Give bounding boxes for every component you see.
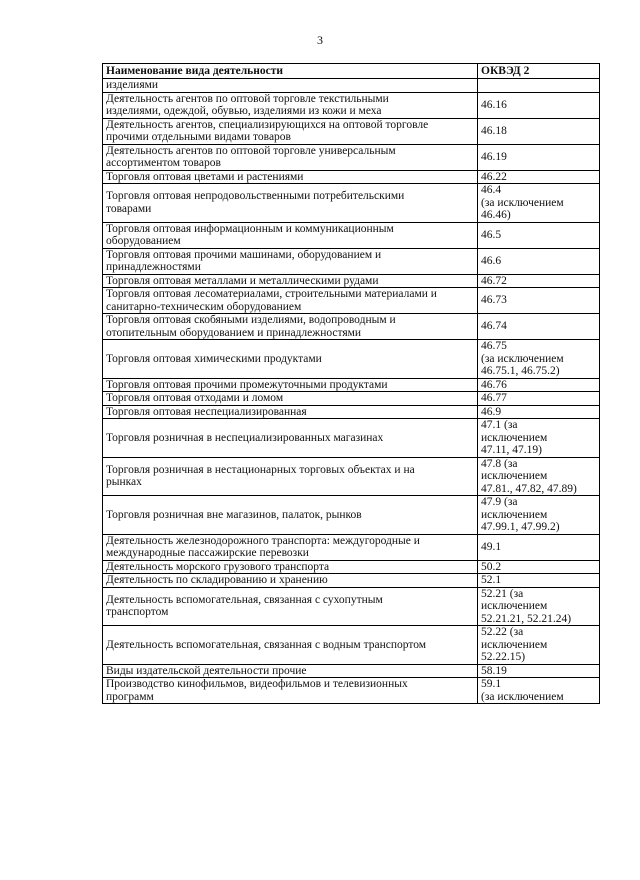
- table-row: [103, 79, 600, 93]
- okved-code-cell: [478, 457, 600, 496]
- activity-name-cell: [103, 222, 478, 248]
- activity-name: Деятельность вспомогательная, связанная с водным транспортом: [106, 638, 427, 651]
- okved-code-cell: [478, 314, 600, 340]
- table-body: [103, 79, 600, 704]
- table-row: [103, 92, 600, 118]
- okved-code: 46.5: [481, 228, 502, 241]
- activity-name-cell: [103, 678, 478, 704]
- table-row: [103, 534, 600, 560]
- activity-name-cell: [103, 170, 478, 184]
- table-row: [103, 222, 600, 248]
- okved-code: 46.18: [481, 124, 507, 137]
- okved-code: 46.16: [481, 98, 507, 111]
- okved-code-cell: [478, 664, 600, 678]
- activity-name: Торговля оптовая химическими продуктами: [106, 352, 322, 365]
- activity-name-cell: [103, 664, 478, 678]
- activity-name-cell: [103, 340, 478, 379]
- activity-name: Торговля оптовая информационным и коммуникационным оборудованием: [106, 222, 394, 247]
- activity-name-cell: [103, 457, 478, 496]
- activity-name-cell: [103, 574, 478, 588]
- okved-code-cell: [478, 419, 600, 458]
- activity-name-cell: [103, 405, 478, 419]
- okved-code: 50.2: [481, 560, 502, 573]
- okved-code-cell: [478, 534, 600, 560]
- okved-code: 59.1 (за исключением: [481, 678, 564, 703]
- okved-code-cell: [478, 118, 600, 144]
- okved-code: 52.22 (за исключением 52.22.15): [481, 626, 548, 663]
- okved-code: 46.6: [481, 254, 502, 267]
- activity-name-cell: [103, 144, 478, 170]
- activity-name: Деятельность морского грузового транспорта: [106, 560, 330, 573]
- table-row: [103, 560, 600, 574]
- okved-code-cell: [478, 248, 600, 274]
- table-row: [103, 288, 600, 314]
- okved-code: 49.1: [481, 540, 502, 553]
- header-activity-name: Наименование вида деятельности: [103, 64, 478, 79]
- activity-name: Деятельность агентов по оптовой торговле универсальным ассортиментом товаров: [106, 144, 396, 169]
- okved-code: 46.19: [481, 150, 507, 163]
- activity-name-cell: [103, 419, 478, 458]
- activity-name-cell: [103, 496, 478, 535]
- table-row: [103, 170, 600, 184]
- activity-name-cell: [103, 92, 478, 118]
- activity-name: Торговля оптовая лесоматериалами, строительными материалами и санитарно-техническим оборудованием: [106, 288, 437, 313]
- table-row: [103, 496, 600, 535]
- okved-code-cell: [478, 626, 600, 665]
- activity-name-cell: [103, 79, 478, 93]
- okved-code: 46.4 (за исключением 46.46): [481, 184, 564, 221]
- okved-code-cell: [478, 274, 600, 288]
- activity-name: Торговля оптовая отходами и ломом: [106, 392, 284, 404]
- okved-code-cell: [478, 405, 600, 419]
- okved-code: 46.74: [481, 320, 507, 333]
- okved-code-cell: [478, 560, 600, 574]
- okved-code-cell: [478, 288, 600, 314]
- okved-code: 47.9 (за исключением 47.99.1, 47.99.2): [481, 496, 560, 533]
- table-row: [103, 392, 600, 406]
- table-row: [103, 678, 600, 704]
- okved-code-cell: [478, 678, 600, 704]
- activity-name: Деятельность вспомогательная, связанная с сухопутным транспортом: [106, 593, 383, 619]
- table-header-row: [103, 64, 600, 79]
- activity-name: Деятельность железнодорожного транспорта: междугородные и международные пассажирские перевозки: [106, 534, 420, 559]
- table-row: [103, 248, 600, 274]
- activity-name: Деятельность агентов, специализирующихся на оптовой торговле прочими отдельными видами товаров: [106, 118, 429, 143]
- activity-name-cell: [103, 248, 478, 274]
- page-number: 3: [317, 33, 323, 47]
- activity-name-cell: [103, 560, 478, 574]
- table-row: [103, 274, 600, 288]
- okved-code: 46.72: [481, 274, 507, 287]
- okved-code: 52.21 (за исключением 52.21.21, 52.21.24): [481, 587, 572, 625]
- activity-name: Деятельность агентов по оптовой торговле текстильными изделиями, одеждой, обувью, изделиями из кожи и меха: [106, 92, 389, 117]
- activity-name: Виды издательской деятельности прочие: [106, 664, 307, 677]
- okved-code-cell: [478, 184, 600, 223]
- okved-code: 46.9: [481, 405, 502, 418]
- activity-name-cell: [103, 626, 478, 665]
- activity-name-cell: [103, 274, 478, 288]
- table-row: [103, 626, 600, 665]
- table-row: [103, 118, 600, 144]
- activity-name-cell: [103, 184, 478, 223]
- header-okved-code: ОКВЭД 2: [478, 64, 600, 79]
- activities-table: [102, 63, 600, 704]
- table-row: [103, 405, 600, 419]
- table-row: [103, 587, 600, 626]
- activity-name: Торговля оптовая скобяными изделиями, водопроводным и отопительным оборудованием и принадлежностями: [106, 314, 396, 339]
- okved-code: 58.19: [481, 664, 507, 677]
- okved-code: 52.1: [481, 574, 502, 586]
- activity-name: Деятельность по складированию и хранению: [106, 574, 328, 586]
- table-row: [103, 378, 600, 392]
- okved-code: 47.1 (за исключением 47.11, 47.19): [481, 419, 548, 456]
- activity-name: Торговля оптовая металлами и металлическими рудами: [106, 274, 379, 287]
- activity-name-cell: [103, 378, 478, 392]
- activity-name-cell: [103, 288, 478, 314]
- okved-code: 46.77: [481, 392, 507, 404]
- okved-code-cell: [478, 587, 600, 626]
- okved-code-cell: [478, 144, 600, 170]
- okved-code-cell: [478, 222, 600, 248]
- okved-code: 46.73: [481, 294, 507, 307]
- activity-name: Торговля розничная в неспециализированных магазинах: [106, 431, 384, 444]
- table-row: [103, 574, 600, 588]
- okved-code-cell: [478, 574, 600, 588]
- activity-name: Торговля розничная в нестационарных торговых объектах и на рынках: [106, 463, 415, 489]
- table-row: [103, 419, 600, 458]
- okved-code: 46.76: [481, 378, 507, 391]
- table-row: [103, 340, 600, 379]
- table-row: [103, 314, 600, 340]
- okved-code-cell: [478, 496, 600, 535]
- activity-name: Торговля розничная вне магазинов, палаток, рынков: [106, 508, 362, 521]
- okved-code: 46.75 (за исключением 46.75.1, 46.75.2): [481, 340, 564, 377]
- table-row: [103, 184, 600, 223]
- okved-code-cell: [478, 92, 600, 118]
- okved-code-cell: [478, 378, 600, 392]
- table-row: [103, 664, 600, 678]
- okved-code-cell: [478, 392, 600, 406]
- okved-code-cell: [478, 340, 600, 379]
- activity-name-cell: [103, 314, 478, 340]
- okved-code-cell: [478, 79, 600, 93]
- activity-name: Производство кинофильмов, видеофильмов и телевизионных программ: [106, 678, 408, 703]
- okved-code: 47.8 (за исключением 47.81., 47.82, 47.89): [481, 457, 577, 495]
- activity-name-cell: [103, 392, 478, 406]
- activity-name-cell: [103, 587, 478, 626]
- okved-code: 46.22: [481, 170, 507, 183]
- activity-name: Торговля оптовая прочими промежуточными продуктами: [106, 378, 388, 391]
- activity-name: Торговля оптовая неспециализированная: [106, 405, 307, 418]
- activity-name-cell: [103, 534, 478, 560]
- activity-name: Торговля оптовая цветами и растениями: [106, 170, 304, 183]
- table-row: [103, 457, 600, 496]
- okved-code-cell: [478, 170, 600, 184]
- activity-name: Торговля оптовая прочими машинами, оборудованием и принадлежностями: [106, 248, 382, 273]
- table-row: [103, 144, 600, 170]
- activity-name: изделиями: [106, 79, 159, 91]
- activity-name: Торговля оптовая непродовольственными потребительскими товарами: [106, 190, 405, 215]
- activity-name-cell: [103, 118, 478, 144]
